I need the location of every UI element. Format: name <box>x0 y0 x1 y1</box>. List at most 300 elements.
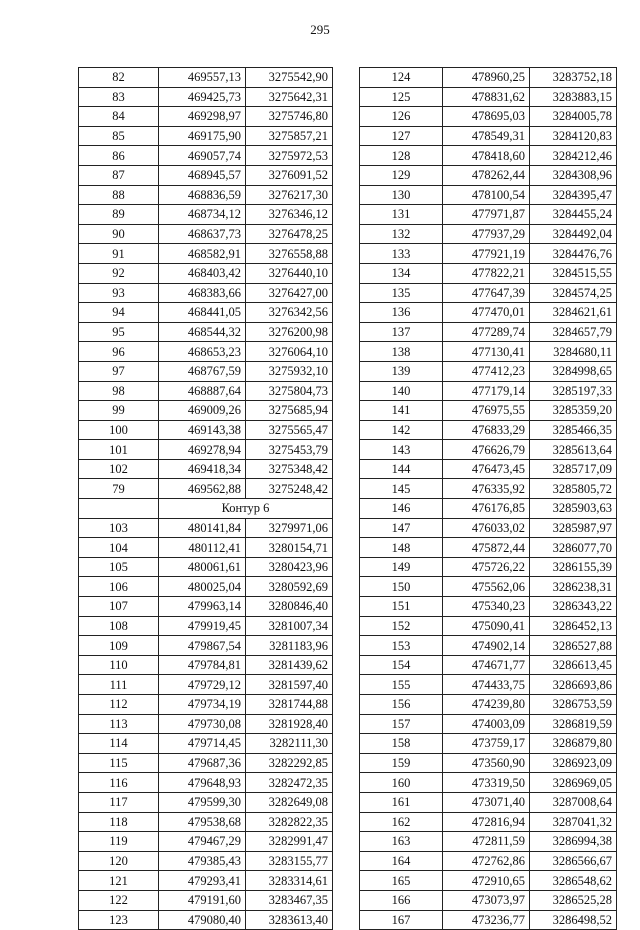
y-coordinate-cell: 3284998,65 <box>530 361 617 381</box>
point-number-cell: 152 <box>360 616 443 636</box>
y-coordinate-cell: 3282649,08 <box>246 792 333 812</box>
x-coordinate-cell: 474003,09 <box>443 714 530 734</box>
x-coordinate-cell: 469298,97 <box>159 107 246 127</box>
point-number-cell: 145 <box>360 479 443 499</box>
table-row <box>79 283 333 303</box>
table-row <box>360 322 617 342</box>
y-coordinate-cell: 3284455,24 <box>530 205 617 225</box>
point-number-cell: 138 <box>360 342 443 362</box>
x-coordinate-cell: 479293,41 <box>159 871 246 891</box>
x-coordinate-cell: 469418,34 <box>159 459 246 479</box>
x-coordinate-cell: 469557,13 <box>159 68 246 88</box>
y-coordinate-cell: 3275857,21 <box>246 126 333 146</box>
x-coordinate-cell: 472811,59 <box>443 832 530 852</box>
table-row <box>360 734 617 754</box>
table-row <box>79 832 333 852</box>
x-coordinate-cell: 473759,17 <box>443 734 530 754</box>
x-coordinate-cell: 468544,32 <box>159 322 246 342</box>
x-coordinate-cell: 477971,87 <box>443 205 530 225</box>
x-coordinate-cell: 479784,81 <box>159 655 246 675</box>
point-number-cell: 110 <box>79 655 159 675</box>
y-coordinate-cell: 3285466,35 <box>530 420 617 440</box>
point-number-cell: 108 <box>79 616 159 636</box>
table-row <box>360 616 617 636</box>
x-coordinate-cell: 472910,65 <box>443 871 530 891</box>
table-row <box>360 440 617 460</box>
x-coordinate-cell: 476626,79 <box>443 440 530 460</box>
y-coordinate-cell: 3286155,39 <box>530 557 617 577</box>
y-coordinate-cell: 3276346,12 <box>246 205 333 225</box>
y-coordinate-cell: 3283752,18 <box>530 68 617 88</box>
y-coordinate-cell: 3286969,05 <box>530 773 617 793</box>
x-coordinate-cell: 477647,39 <box>443 283 530 303</box>
y-coordinate-cell: 3275746,80 <box>246 107 333 127</box>
x-coordinate-cell: 476176,85 <box>443 499 530 519</box>
x-coordinate-cell: 479687,36 <box>159 753 246 773</box>
table-row <box>79 499 333 519</box>
point-number-cell: 143 <box>360 440 443 460</box>
x-coordinate-cell: 468582,91 <box>159 244 246 264</box>
y-coordinate-cell: 3284120,83 <box>530 126 617 146</box>
y-coordinate-cell: 3286527,88 <box>530 636 617 656</box>
x-coordinate-cell: 468734,12 <box>159 205 246 225</box>
point-number-cell: 141 <box>360 401 443 421</box>
table-row <box>360 890 617 910</box>
table-row <box>360 714 617 734</box>
table-row <box>360 655 617 675</box>
point-number-cell: 153 <box>360 636 443 656</box>
table-row <box>360 342 617 362</box>
y-coordinate-cell: 3282111,30 <box>246 734 333 754</box>
point-number-cell: 150 <box>360 577 443 597</box>
x-coordinate-cell: 473319,50 <box>443 773 530 793</box>
point-number-cell: 92 <box>79 263 159 283</box>
point-number-cell: 115 <box>79 753 159 773</box>
y-coordinate-cell: 3285805,72 <box>530 479 617 499</box>
point-number-cell: 128 <box>360 146 443 166</box>
point-number-cell: 120 <box>79 851 159 871</box>
point-number-cell: 117 <box>79 792 159 812</box>
y-coordinate-cell: 3275932,10 <box>246 361 333 381</box>
x-coordinate-cell: 477412,23 <box>443 361 530 381</box>
x-coordinate-cell: 480112,41 <box>159 538 246 558</box>
x-coordinate-cell: 473071,40 <box>443 792 530 812</box>
x-coordinate-cell: 475872,44 <box>443 538 530 558</box>
point-number-cell: 107 <box>79 597 159 617</box>
point-number-cell: 154 <box>360 655 443 675</box>
y-coordinate-cell: 3283314,61 <box>246 871 333 891</box>
point-number-cell: 97 <box>79 361 159 381</box>
x-coordinate-cell: 479867,54 <box>159 636 246 656</box>
table-row <box>79 557 333 577</box>
table-row <box>79 636 333 656</box>
table-row <box>360 773 617 793</box>
y-coordinate-cell: 3276440,10 <box>246 263 333 283</box>
table-row <box>79 322 333 342</box>
table-row <box>360 636 617 656</box>
x-coordinate-cell: 479191,60 <box>159 890 246 910</box>
x-coordinate-cell: 477130,41 <box>443 342 530 362</box>
x-coordinate-cell: 468836,59 <box>159 185 246 205</box>
point-number-cell: 105 <box>79 557 159 577</box>
y-coordinate-cell: 3276091,52 <box>246 165 333 185</box>
table-row <box>79 734 333 754</box>
table-row <box>79 361 333 381</box>
table-row <box>79 675 333 695</box>
x-coordinate-cell: 479729,12 <box>159 675 246 695</box>
x-coordinate-cell: 468887,64 <box>159 381 246 401</box>
x-coordinate-cell: 479919,45 <box>159 616 246 636</box>
y-coordinate-cell: 3275685,94 <box>246 401 333 421</box>
point-number-cell: 151 <box>360 597 443 617</box>
y-coordinate-cell: 3285717,09 <box>530 459 617 479</box>
table-row <box>79 616 333 636</box>
point-number-cell: 91 <box>79 244 159 264</box>
y-coordinate-cell: 3286566,67 <box>530 851 617 871</box>
point-number-cell: 165 <box>360 871 443 891</box>
y-coordinate-cell: 3276478,25 <box>246 224 333 244</box>
table-row <box>79 401 333 421</box>
table-row <box>360 557 617 577</box>
x-coordinate-cell: 479385,43 <box>159 851 246 871</box>
y-coordinate-cell: 3275542,90 <box>246 68 333 88</box>
point-number-cell: 125 <box>360 87 443 107</box>
point-number-cell: 122 <box>79 890 159 910</box>
table-row <box>79 165 333 185</box>
table-row <box>360 165 617 185</box>
table-row <box>360 832 617 852</box>
point-number-cell: 98 <box>79 381 159 401</box>
point-number-cell: 113 <box>79 714 159 734</box>
point-number-cell: 126 <box>360 107 443 127</box>
point-number-cell: 82 <box>79 68 159 88</box>
table-row <box>79 263 333 283</box>
y-coordinate-cell: 3286238,31 <box>530 577 617 597</box>
x-coordinate-cell: 476335,92 <box>443 479 530 499</box>
y-coordinate-cell: 3286879,80 <box>530 734 617 754</box>
y-coordinate-cell: 3286525,28 <box>530 890 617 910</box>
y-coordinate-cell: 3276200,98 <box>246 322 333 342</box>
x-coordinate-cell: 480025,04 <box>159 577 246 597</box>
x-coordinate-cell: 480061,61 <box>159 557 246 577</box>
point-number-cell: 142 <box>360 420 443 440</box>
table-row <box>360 126 617 146</box>
point-number-cell: 85 <box>79 126 159 146</box>
table-row <box>360 283 617 303</box>
point-number-cell: 132 <box>360 224 443 244</box>
y-coordinate-cell: 3284515,55 <box>530 263 617 283</box>
table-row <box>360 577 617 597</box>
y-coordinate-cell: 3286994,38 <box>530 832 617 852</box>
y-coordinate-cell: 3286077,70 <box>530 538 617 558</box>
table-row <box>360 263 617 283</box>
x-coordinate-cell: 476033,02 <box>443 518 530 538</box>
x-coordinate-cell: 479730,08 <box>159 714 246 734</box>
table-row <box>79 714 333 734</box>
x-coordinate-cell: 478831,62 <box>443 87 530 107</box>
table-row <box>79 479 333 499</box>
point-number-cell: 101 <box>79 440 159 460</box>
point-number-cell: 116 <box>79 773 159 793</box>
y-coordinate-cell: 3285613,64 <box>530 440 617 460</box>
point-number-cell: 157 <box>360 714 443 734</box>
table-row <box>79 459 333 479</box>
x-coordinate-cell: 469143,38 <box>159 420 246 440</box>
x-coordinate-cell: 468945,57 <box>159 165 246 185</box>
table-row <box>79 440 333 460</box>
point-number-cell: 135 <box>360 283 443 303</box>
y-coordinate-cell: 3275565,47 <box>246 420 333 440</box>
table-row <box>360 381 617 401</box>
point-number-cell: 124 <box>360 68 443 88</box>
table-row <box>79 146 333 166</box>
point-number-cell: 99 <box>79 401 159 421</box>
point-number-cell: 129 <box>360 165 443 185</box>
y-coordinate-cell: 3275453,79 <box>246 440 333 460</box>
y-coordinate-cell: 3275804,73 <box>246 381 333 401</box>
point-number-cell: 90 <box>79 224 159 244</box>
table-row <box>360 792 617 812</box>
table-row <box>360 401 617 421</box>
table-row <box>79 538 333 558</box>
x-coordinate-cell: 468637,73 <box>159 224 246 244</box>
x-coordinate-cell: 479599,30 <box>159 792 246 812</box>
y-coordinate-cell: 3282991,47 <box>246 832 333 852</box>
point-number-cell: 164 <box>360 851 443 871</box>
point-number-cell: 103 <box>79 518 159 538</box>
table-row <box>79 910 333 930</box>
y-coordinate-cell: 3276427,00 <box>246 283 333 303</box>
x-coordinate-cell: 474902,14 <box>443 636 530 656</box>
x-coordinate-cell: 479714,45 <box>159 734 246 754</box>
y-coordinate-cell: 3286819,59 <box>530 714 617 734</box>
y-coordinate-cell: 3280592,69 <box>246 577 333 597</box>
point-number-cell: 123 <box>79 910 159 930</box>
table-row <box>360 518 617 538</box>
y-coordinate-cell: 3284308,96 <box>530 165 617 185</box>
table-row <box>79 773 333 793</box>
table-row <box>360 910 617 930</box>
point-number-cell: 146 <box>360 499 443 519</box>
x-coordinate-cell: 479080,40 <box>159 910 246 930</box>
table-row <box>360 695 617 715</box>
y-coordinate-cell: 3276558,88 <box>246 244 333 264</box>
table-row <box>360 361 617 381</box>
table-row <box>360 244 617 264</box>
y-coordinate-cell: 3282822,35 <box>246 812 333 832</box>
y-coordinate-cell: 3286343,22 <box>530 597 617 617</box>
empty-cell <box>79 499 159 519</box>
y-coordinate-cell: 3280154,71 <box>246 538 333 558</box>
x-coordinate-cell: 480141,84 <box>159 518 246 538</box>
table-row <box>79 753 333 773</box>
table-row <box>360 479 617 499</box>
point-number-cell: 134 <box>360 263 443 283</box>
y-coordinate-cell: 3284005,78 <box>530 107 617 127</box>
x-coordinate-cell: 469175,90 <box>159 126 246 146</box>
x-coordinate-cell: 478695,03 <box>443 107 530 127</box>
point-number-cell: 111 <box>79 675 159 695</box>
x-coordinate-cell: 476473,45 <box>443 459 530 479</box>
x-coordinate-cell: 472762,86 <box>443 851 530 871</box>
point-number-cell: 133 <box>360 244 443 264</box>
y-coordinate-cell: 3285903,63 <box>530 499 617 519</box>
table-row <box>360 499 617 519</box>
x-coordinate-cell: 474671,77 <box>443 655 530 675</box>
point-number-cell: 156 <box>360 695 443 715</box>
x-coordinate-cell: 468383,66 <box>159 283 246 303</box>
table-row <box>79 68 333 88</box>
point-number-cell: 147 <box>360 518 443 538</box>
table-row <box>79 107 333 127</box>
point-number-cell: 140 <box>360 381 443 401</box>
table-row <box>79 812 333 832</box>
y-coordinate-cell: 3284476,76 <box>530 244 617 264</box>
y-coordinate-cell: 3286613,45 <box>530 655 617 675</box>
table-row <box>360 871 617 891</box>
table-row <box>360 538 617 558</box>
point-number-cell: 88 <box>79 185 159 205</box>
point-number-cell: 139 <box>360 361 443 381</box>
x-coordinate-cell: 478549,31 <box>443 126 530 146</box>
x-coordinate-cell: 479467,29 <box>159 832 246 852</box>
point-number-cell: 161 <box>360 792 443 812</box>
point-number-cell: 162 <box>360 812 443 832</box>
x-coordinate-cell: 478100,54 <box>443 185 530 205</box>
table-row <box>79 577 333 597</box>
x-coordinate-cell: 478418,60 <box>443 146 530 166</box>
x-coordinate-cell: 468441,05 <box>159 303 246 323</box>
section-heading: Контур 6 <box>159 499 333 519</box>
y-coordinate-cell: 3276342,56 <box>246 303 333 323</box>
x-coordinate-cell: 473073,97 <box>443 890 530 910</box>
y-coordinate-cell: 3283155,77 <box>246 851 333 871</box>
table-row <box>360 812 617 832</box>
point-number-cell: 166 <box>360 890 443 910</box>
x-coordinate-cell: 477289,74 <box>443 322 530 342</box>
table-row <box>79 126 333 146</box>
y-coordinate-cell: 3280423,96 <box>246 557 333 577</box>
table-row <box>79 342 333 362</box>
y-coordinate-cell: 3281597,40 <box>246 675 333 695</box>
table-row <box>360 185 617 205</box>
y-coordinate-cell: 3275348,42 <box>246 459 333 479</box>
x-coordinate-cell: 468403,42 <box>159 263 246 283</box>
point-number-cell: 148 <box>360 538 443 558</box>
table-row <box>79 224 333 244</box>
point-number-cell: 87 <box>79 165 159 185</box>
x-coordinate-cell: 468767,59 <box>159 361 246 381</box>
table-row <box>79 420 333 440</box>
point-number-cell: 131 <box>360 205 443 225</box>
y-coordinate-cell: 3286498,52 <box>530 910 617 930</box>
table-row <box>360 675 617 695</box>
point-number-cell: 109 <box>79 636 159 656</box>
point-number-cell: 155 <box>360 675 443 695</box>
y-coordinate-cell: 3286753,59 <box>530 695 617 715</box>
y-coordinate-cell: 3285197,33 <box>530 381 617 401</box>
point-number-cell: 137 <box>360 322 443 342</box>
point-number-cell: 100 <box>79 420 159 440</box>
table-row <box>79 851 333 871</box>
x-coordinate-cell: 469562,88 <box>159 479 246 499</box>
point-number-cell: 94 <box>79 303 159 323</box>
x-coordinate-cell: 469057,74 <box>159 146 246 166</box>
y-coordinate-cell: 3281744,88 <box>246 695 333 715</box>
table-row <box>360 146 617 166</box>
x-coordinate-cell: 475726,22 <box>443 557 530 577</box>
x-coordinate-cell: 479963,14 <box>159 597 246 617</box>
point-number-cell: 112 <box>79 695 159 715</box>
coordinates-table-left <box>78 67 333 930</box>
y-coordinate-cell: 3285359,20 <box>530 401 617 421</box>
table-row <box>360 851 617 871</box>
y-coordinate-cell: 3283467,35 <box>246 890 333 910</box>
y-coordinate-cell: 3281183,96 <box>246 636 333 656</box>
point-number-cell: 144 <box>360 459 443 479</box>
point-number-cell: 102 <box>79 459 159 479</box>
x-coordinate-cell: 477470,01 <box>443 303 530 323</box>
table-row <box>79 695 333 715</box>
y-coordinate-cell: 3287041,32 <box>530 812 617 832</box>
point-number-cell: 158 <box>360 734 443 754</box>
x-coordinate-cell: 475090,41 <box>443 616 530 636</box>
table-row <box>360 68 617 88</box>
table-row <box>79 518 333 538</box>
point-number-cell: 114 <box>79 734 159 754</box>
point-number-cell: 160 <box>360 773 443 793</box>
point-number-cell: 106 <box>79 577 159 597</box>
x-coordinate-cell: 474239,80 <box>443 695 530 715</box>
point-number-cell: 127 <box>360 126 443 146</box>
y-coordinate-cell: 3284212,46 <box>530 146 617 166</box>
x-coordinate-cell: 476975,55 <box>443 401 530 421</box>
y-coordinate-cell: 3286548,62 <box>530 871 617 891</box>
x-coordinate-cell: 477937,29 <box>443 224 530 244</box>
x-coordinate-cell: 469009,26 <box>159 401 246 421</box>
y-coordinate-cell: 3275248,42 <box>246 479 333 499</box>
table-row <box>79 185 333 205</box>
x-coordinate-cell: 468653,23 <box>159 342 246 362</box>
point-number-cell: 93 <box>79 283 159 303</box>
y-coordinate-cell: 3276217,30 <box>246 185 333 205</box>
table-row <box>79 792 333 812</box>
y-coordinate-cell: 3284395,47 <box>530 185 617 205</box>
point-number-cell: 95 <box>79 322 159 342</box>
table-row <box>79 244 333 264</box>
point-number-cell: 84 <box>79 107 159 127</box>
x-coordinate-cell: 477179,14 <box>443 381 530 401</box>
table-row <box>360 87 617 107</box>
table-row <box>360 224 617 244</box>
point-number-cell: 159 <box>360 753 443 773</box>
table-row <box>360 205 617 225</box>
y-coordinate-cell: 3282292,85 <box>246 753 333 773</box>
y-coordinate-cell: 3281007,34 <box>246 616 333 636</box>
y-coordinate-cell: 3283883,15 <box>530 87 617 107</box>
y-coordinate-cell: 3275642,31 <box>246 87 333 107</box>
y-coordinate-cell: 3282472,35 <box>246 773 333 793</box>
x-coordinate-cell: 478960,25 <box>443 68 530 88</box>
x-coordinate-cell: 477921,19 <box>443 244 530 264</box>
x-coordinate-cell: 475562,06 <box>443 577 530 597</box>
x-coordinate-cell: 473236,77 <box>443 910 530 930</box>
table-row <box>79 205 333 225</box>
x-coordinate-cell: 478262,44 <box>443 165 530 185</box>
table-row <box>79 87 333 107</box>
y-coordinate-cell: 3286693,86 <box>530 675 617 695</box>
table-row <box>79 381 333 401</box>
